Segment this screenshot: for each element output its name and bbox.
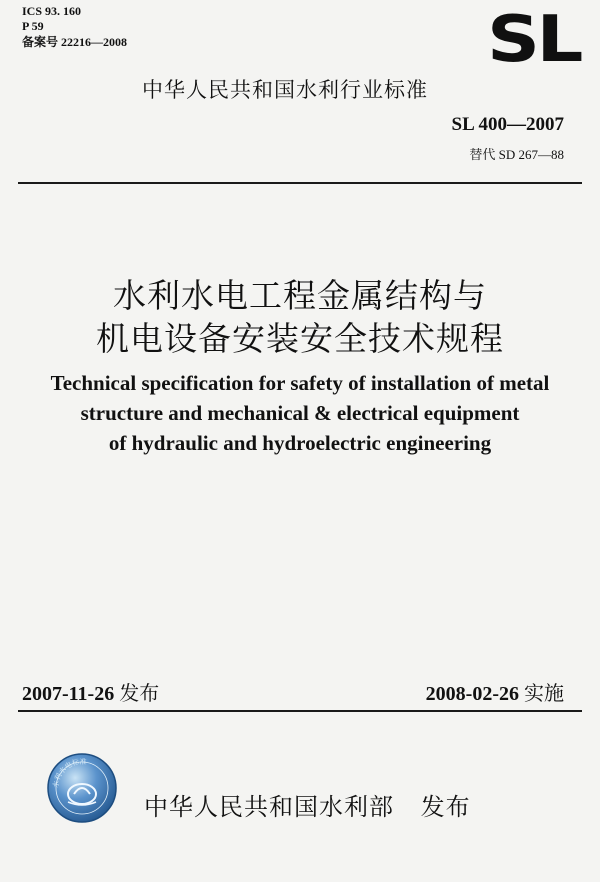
publisher-name: 中华人民共和国水利部 <box>144 793 394 821</box>
class-code: P 59 <box>22 19 44 33</box>
effective-label: 实施 <box>524 681 564 705</box>
title-en-line2: structure and mechanical & electrical equipment <box>80 401 520 425</box>
publish-label: 发布 <box>420 793 471 821</box>
ministry-seal-icon <box>46 752 118 824</box>
issued-date-block <box>22 677 159 706</box>
ics-code: ICS 93. 160 <box>22 4 82 18</box>
effective-date: 2008-02-26 <box>425 683 519 705</box>
top-divider <box>18 182 582 184</box>
seal-text: 水利水电标准 <box>51 757 87 789</box>
title-cn-line1: 水利水电工程金属结构与 <box>113 276 487 315</box>
effective-date-block <box>426 677 564 706</box>
publisher-block <box>144 787 471 822</box>
record-number: 备案号 22216—2008 <box>22 35 128 49</box>
sl-logo: SL <box>486 3 580 77</box>
issued-label: 发布 <box>119 681 160 705</box>
title-cn-line2: 机电设备安装安全技术规程 <box>96 319 504 358</box>
organization-title: 中华人民共和国水利行业标准 <box>142 78 428 102</box>
title-en-line3: of hydraulic and hydroelectric engineering <box>108 431 492 455</box>
standard-code: SL 400—2007 <box>451 114 564 135</box>
title-en-line1: Technical specification for safety of installation of metal <box>50 371 550 395</box>
issued-date: 2007-11-26 <box>22 683 115 705</box>
bottom-divider <box>18 710 582 712</box>
replaces-code: 替代 SD 267—88 <box>469 147 564 162</box>
